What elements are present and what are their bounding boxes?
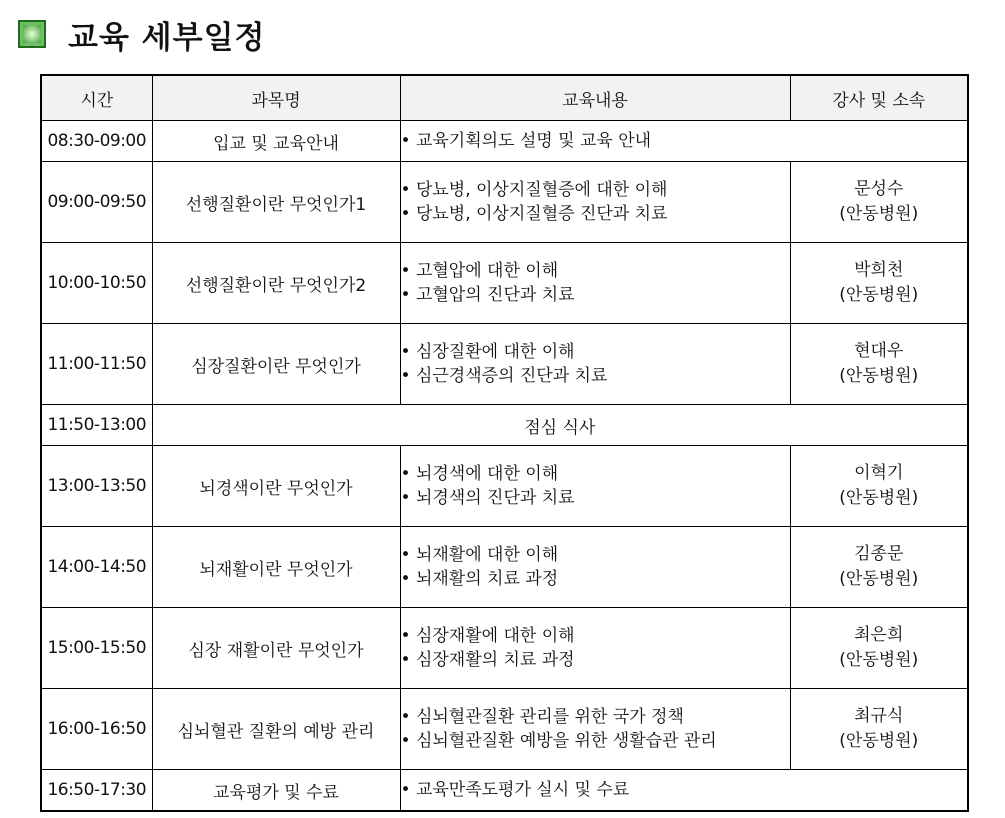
subject-cell: 입교 및 교육안내 [152, 121, 400, 162]
schedule-row [41, 162, 968, 243]
time-cell: 16:50-17:30 [41, 770, 152, 812]
contents-item: • 뇌재활의 치료 과정 [401, 567, 790, 591]
header-time: 시간 [41, 75, 152, 121]
contents-cell [400, 121, 968, 162]
instructor-affiliation: (안동병원) [839, 488, 919, 508]
subject-cell: 심장 재활이란 무엇인가 [152, 608, 400, 689]
contents-item: • 교육기획의도 설명 및 교육 안내 [401, 129, 968, 153]
lunch-row [41, 405, 968, 446]
instructor-name: 박희천 [854, 260, 904, 280]
subject-cell: 뇌재활이란 무엇인가 [152, 527, 400, 608]
contents-list [401, 543, 790, 591]
contents-item: • 당뇨병, 이상지질혈증 진단과 치료 [401, 202, 790, 226]
instructor-affiliation: (안동병원) [839, 569, 919, 589]
subject-cell: 선행질환이란 무엇인가1 [152, 162, 400, 243]
schedule-row [41, 121, 968, 162]
schedule-table [40, 74, 969, 812]
subject-cell: 뇌경색이란 무엇인가 [152, 446, 400, 527]
contents-item: • 심뇌혈관질환 예방을 위한 생활습관 관리 [401, 729, 790, 753]
contents-item: • 교육만족도평가 실시 및 수료 [401, 778, 968, 802]
page-heading [18, 14, 265, 54]
schedule-header [41, 75, 968, 121]
contents-list [401, 778, 968, 802]
page-title: 교육 세부일정 [68, 19, 266, 56]
contents-item: • 심뇌혈관질환 관리를 위한 국가 정책 [401, 705, 790, 729]
contents-cell [400, 446, 790, 527]
instructor-cell [790, 608, 968, 689]
time-cell: 11:50-13:00 [41, 405, 152, 446]
instructor-affiliation: (안동병원) [839, 204, 919, 224]
header-instructor: 강사 및 소속 [790, 75, 968, 121]
contents-item: • 뇌경색에 대한 이해 [401, 462, 790, 486]
instructor-name: 현대우 [854, 341, 904, 361]
instructor-name: 김종문 [854, 544, 904, 564]
contents-item: • 당뇨병, 이상지질혈증에 대한 이해 [401, 178, 790, 202]
instructor-affiliation: (안동병원) [839, 366, 919, 386]
time-cell: 13:00-13:50 [41, 446, 152, 527]
time-cell: 15:00-15:50 [41, 608, 152, 689]
contents-item: • 뇌경색의 진단과 치료 [401, 486, 790, 510]
contents-cell [400, 770, 968, 812]
time-cell: 16:00-16:50 [41, 689, 152, 770]
contents-cell [400, 324, 790, 405]
schedule-row [41, 608, 968, 689]
schedule-body [41, 121, 968, 812]
contents-list [401, 624, 790, 672]
schedule-row [41, 324, 968, 405]
contents-cell [400, 527, 790, 608]
contents-cell [400, 162, 790, 243]
time-cell: 09:00-09:50 [41, 162, 152, 243]
lunch-cell: 점심 식사 [152, 405, 968, 446]
subject-cell: 심장질환이란 무엇인가 [152, 324, 400, 405]
subject-cell: 심뇌혈관 질환의 예방 관리 [152, 689, 400, 770]
subject-cell: 교육평가 및 수료 [152, 770, 400, 812]
instructor-name: 문성수 [854, 179, 904, 199]
contents-item: • 심근경색증의 진단과 치료 [401, 364, 790, 388]
schedule-row [41, 446, 968, 527]
instructor-affiliation: (안동병원) [839, 650, 919, 670]
contents-list [401, 129, 968, 153]
instructor-affiliation: (안동병원) [839, 731, 919, 751]
contents-list [401, 462, 790, 510]
subject-cell: 선행질환이란 무엇인가2 [152, 243, 400, 324]
contents-cell [400, 243, 790, 324]
schedule-row [41, 689, 968, 770]
green-square-bullet-icon [18, 20, 46, 48]
schedule-row [41, 770, 968, 812]
time-cell: 10:00-10:50 [41, 243, 152, 324]
time-cell: 11:00-11:50 [41, 324, 152, 405]
schedule-row [41, 243, 968, 324]
contents-item: • 고혈압에 대한 이해 [401, 259, 790, 283]
instructor-name: 최은희 [854, 625, 904, 645]
contents-item: • 심장재활의 치료 과정 [401, 648, 790, 672]
contents-cell [400, 689, 790, 770]
instructor-cell [790, 243, 968, 324]
contents-list [401, 705, 790, 753]
contents-cell [400, 608, 790, 689]
contents-item: • 뇌재활에 대한 이해 [401, 543, 790, 567]
schedule-row [41, 527, 968, 608]
header-contents: 교육내용 [400, 75, 790, 121]
instructor-cell [790, 162, 968, 243]
instructor-cell [790, 689, 968, 770]
time-cell: 08:30-09:00 [41, 121, 152, 162]
instructor-affiliation: (안동병원) [839, 285, 919, 305]
contents-item: • 고혈압의 진단과 치료 [401, 283, 790, 307]
header-subject: 과목명 [152, 75, 400, 121]
contents-list [401, 178, 790, 226]
instructor-cell [790, 324, 968, 405]
instructor-name: 이혁기 [854, 463, 904, 483]
contents-list [401, 340, 790, 388]
instructor-name: 최규식 [854, 706, 904, 726]
instructor-cell [790, 527, 968, 608]
contents-item: • 심장질환에 대한 이해 [401, 340, 790, 364]
contents-list [401, 259, 790, 307]
instructor-cell [790, 446, 968, 527]
contents-item: • 심장재활에 대한 이해 [401, 624, 790, 648]
time-cell: 14:00-14:50 [41, 527, 152, 608]
